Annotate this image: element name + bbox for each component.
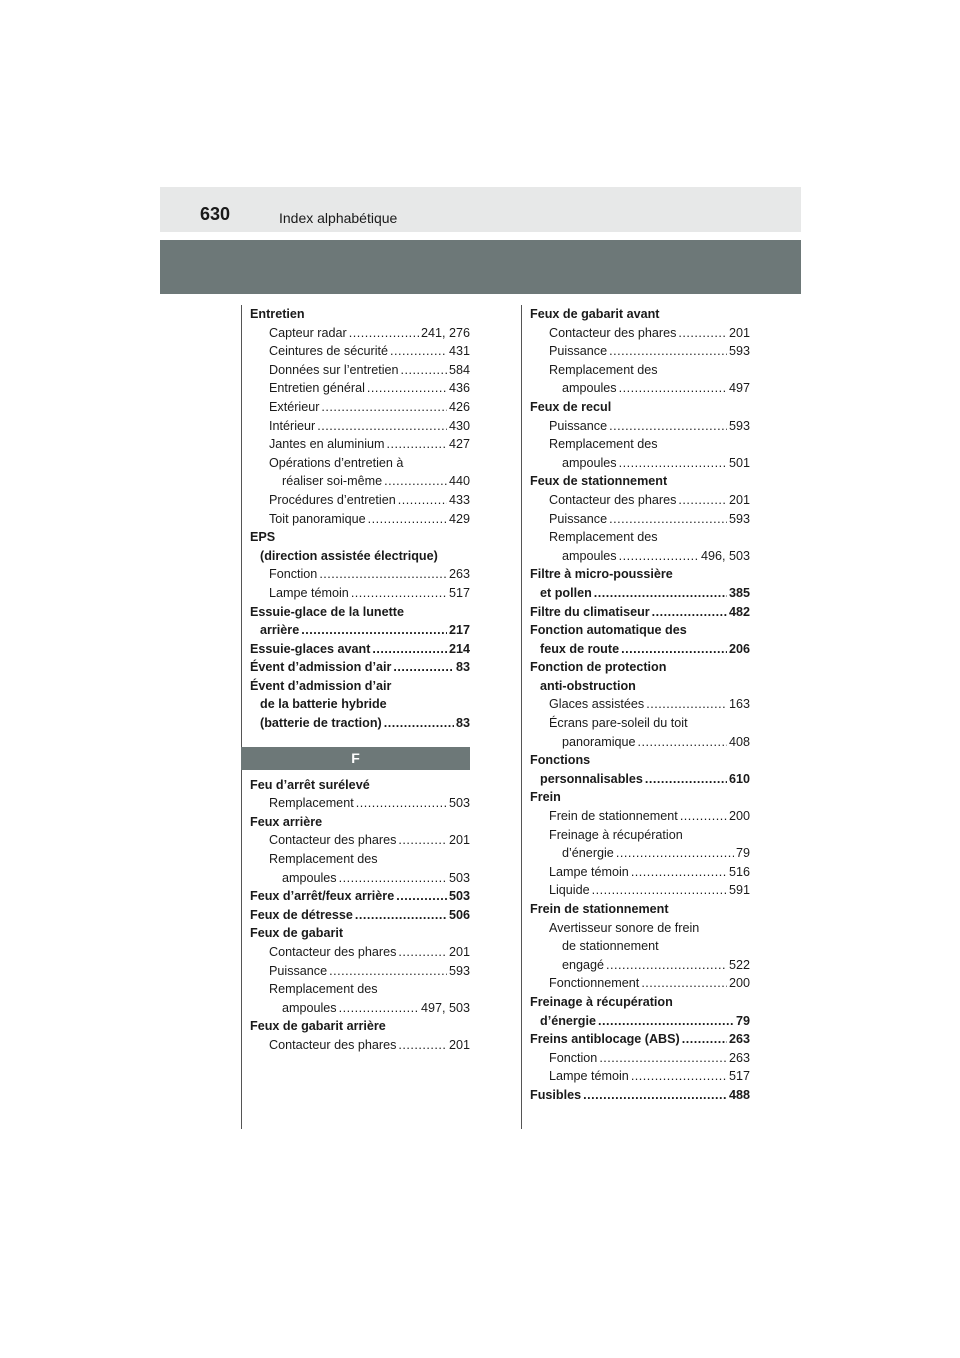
index-entry-term: Puissance bbox=[269, 963, 328, 978]
index-entry bbox=[250, 1036, 470, 1055]
index-entry bbox=[530, 584, 750, 603]
index-entry bbox=[250, 924, 470, 943]
index-entry bbox=[250, 510, 470, 529]
leader-dots bbox=[384, 472, 447, 491]
index-entry bbox=[530, 1030, 750, 1049]
index-list-f bbox=[250, 776, 470, 1055]
leader-dots bbox=[355, 906, 447, 925]
index-entry-pages[interactable]: 83 bbox=[455, 660, 470, 675]
index-entry-term: Fonctionnement bbox=[549, 976, 640, 991]
index-entry-pages[interactable]: 593 bbox=[728, 344, 750, 359]
index-entry-term: Remplacement bbox=[269, 796, 354, 811]
index-entry-pages[interactable]: 433 bbox=[448, 492, 470, 507]
leader-dots bbox=[329, 962, 447, 981]
index-entry-term: Feux de détresse bbox=[250, 907, 353, 922]
index-entry bbox=[530, 491, 750, 510]
index-entry-term: Lampe témoin bbox=[549, 1069, 629, 1084]
leader-dots bbox=[372, 640, 447, 659]
index-entry-term: Frein de stationnement bbox=[549, 809, 678, 824]
index-entry-pages[interactable]: 503 bbox=[448, 870, 470, 885]
index-entry-term: engagé bbox=[562, 957, 605, 972]
index-entry-term: Ceintures de sécurité bbox=[269, 344, 389, 359]
index-entry-pages[interactable]: 201 bbox=[448, 833, 470, 848]
index-entry-term: ampoules bbox=[562, 455, 617, 470]
index-entry-pages[interactable]: 591 bbox=[728, 883, 750, 898]
index-entry bbox=[530, 733, 750, 752]
leader-dots bbox=[609, 417, 727, 436]
index-entry-term: Contacteur des phares bbox=[269, 945, 397, 959]
index-entry-term: Feux de gabarit bbox=[250, 926, 344, 941]
leader-dots bbox=[317, 417, 447, 436]
index-entry bbox=[530, 919, 750, 938]
index-entry bbox=[250, 1017, 470, 1036]
index-entry bbox=[250, 584, 470, 603]
index-entry bbox=[250, 658, 470, 677]
index-entry-term: d’énergie bbox=[562, 846, 614, 861]
index-entry-pages[interactable]: 517 bbox=[728, 1069, 750, 1084]
index-entry-pages[interactable]: 79 bbox=[735, 846, 750, 861]
index-entry-pages[interactable]: 501 bbox=[728, 455, 750, 470]
index-entry-pages[interactable]: 503 bbox=[448, 796, 470, 811]
index-entry bbox=[530, 1086, 750, 1105]
index-entry bbox=[250, 379, 470, 398]
index-entry-pages[interactable]: 503 bbox=[448, 889, 470, 904]
leader-dots bbox=[387, 435, 447, 454]
index-entry-pages[interactable]: 263 bbox=[728, 1050, 750, 1065]
index-entry-term: panoramique bbox=[562, 734, 636, 749]
index-entry-pages[interactable]: 610 bbox=[728, 771, 750, 786]
leader-dots bbox=[641, 974, 727, 993]
leader-dots bbox=[609, 510, 727, 529]
index-entry-pages[interactable]: 497 bbox=[728, 381, 750, 396]
index-entry-pages[interactable]: 584 bbox=[448, 362, 470, 377]
index-entry-term: Feux de gabarit avant bbox=[530, 307, 660, 321]
index-entry bbox=[250, 887, 470, 906]
index-entry-pages[interactable]: 436 bbox=[448, 381, 470, 396]
index-column-right bbox=[530, 305, 750, 1105]
index-entry-term: Puissance bbox=[549, 511, 608, 526]
index-entry-term: Capteur radar bbox=[269, 325, 347, 340]
index-entry bbox=[250, 417, 470, 436]
index-entry bbox=[530, 305, 750, 324]
index-entry bbox=[250, 565, 470, 584]
index-entry bbox=[530, 528, 750, 547]
leader-dots bbox=[351, 584, 447, 603]
index-entry bbox=[530, 956, 750, 975]
leader-dots bbox=[401, 361, 447, 380]
index-entry-term: ampoules bbox=[562, 548, 617, 563]
index-entry bbox=[530, 677, 750, 696]
index-entry bbox=[250, 850, 470, 869]
index-entry-pages[interactable]: 593 bbox=[728, 511, 750, 526]
leader-dots bbox=[594, 584, 727, 603]
leader-dots bbox=[356, 794, 447, 813]
index-entry bbox=[250, 398, 470, 417]
index-entry bbox=[250, 472, 470, 491]
index-entry-pages[interactable]: 201 bbox=[448, 945, 470, 959]
index-entry-pages[interactable]: 385 bbox=[728, 585, 750, 600]
index-entry bbox=[250, 943, 470, 962]
leader-dots bbox=[616, 844, 734, 863]
index-entry-term: Intérieur bbox=[269, 418, 316, 433]
index-entry bbox=[530, 342, 750, 361]
index-entry-term: Remplacement des bbox=[549, 530, 658, 545]
index-entry-term: Évent d’admission d’air bbox=[250, 660, 392, 675]
index-entry-pages[interactable]: 488 bbox=[728, 1087, 750, 1102]
index-entry-term: Contacteur des phares bbox=[549, 492, 677, 507]
index-entry-term: Contacteur des phares bbox=[269, 1037, 397, 1052]
leader-dots bbox=[592, 881, 727, 900]
index-entry bbox=[250, 528, 470, 547]
index-entry-term: Liquide bbox=[549, 883, 590, 898]
leader-dots bbox=[368, 510, 447, 529]
index-list-e bbox=[250, 305, 470, 733]
index-entry-term: Fonctions bbox=[530, 753, 591, 768]
index-entry-term: Fonction bbox=[269, 567, 318, 582]
index-entry bbox=[530, 863, 750, 882]
index-entry bbox=[530, 751, 750, 770]
index-entry-term: Feu d’arrêt surélevé bbox=[250, 777, 370, 792]
index-entry bbox=[530, 398, 750, 417]
index-entry-term: Feux de recul bbox=[530, 399, 612, 414]
header-bar bbox=[160, 187, 801, 232]
leader-dots bbox=[384, 714, 454, 733]
leader-dots bbox=[619, 379, 727, 398]
section-letter-band: F bbox=[241, 747, 470, 770]
index-entry-term: Feux de gabarit arrière bbox=[250, 1019, 386, 1034]
leader-dots bbox=[398, 831, 447, 850]
index-entry-term: Procédures d’entretien bbox=[269, 492, 396, 507]
index-entry-pages[interactable]: 263 bbox=[448, 567, 470, 582]
leader-dots bbox=[646, 695, 727, 714]
index-entry bbox=[530, 658, 750, 677]
index-entry-term: Puissance bbox=[549, 344, 608, 359]
leader-dots bbox=[398, 943, 447, 962]
index-entry-term: (direction assistée électrique) bbox=[260, 548, 438, 563]
index-entry-term: Opérations d’entretien à bbox=[269, 455, 404, 470]
leader-dots bbox=[678, 491, 727, 510]
index-entry-term: Contacteur des phares bbox=[549, 325, 677, 340]
index-entry bbox=[530, 640, 750, 659]
index-entry bbox=[250, 714, 470, 733]
leader-dots bbox=[321, 398, 447, 417]
leader-dots bbox=[599, 1049, 727, 1068]
index-entry bbox=[530, 826, 750, 845]
index-entry bbox=[250, 813, 470, 832]
index-entry-term: Jantes en aluminium bbox=[269, 437, 385, 452]
leader-dots bbox=[621, 640, 727, 659]
index-entry-term: Entretien bbox=[250, 307, 305, 321]
leader-dots bbox=[606, 956, 727, 975]
leader-dots bbox=[390, 342, 447, 361]
index-entry bbox=[530, 547, 750, 566]
page-title: Index alphabétique bbox=[279, 210, 398, 226]
index-entry bbox=[530, 993, 750, 1012]
index-entry-term: Évent d’admission d’air bbox=[250, 678, 392, 693]
index-entry-pages[interactable]: 83 bbox=[455, 716, 470, 731]
index-entry-term: Frein de stationnement bbox=[530, 902, 669, 916]
index-list-f-continued bbox=[530, 305, 750, 1105]
column-divider-left bbox=[241, 305, 242, 1129]
index-entry-term: Lampe témoin bbox=[269, 585, 349, 600]
index-entry-term: (batterie de traction) bbox=[260, 716, 382, 731]
index-entry-pages[interactable]: 496, 503 bbox=[700, 548, 750, 563]
index-entry bbox=[530, 324, 750, 343]
leader-dots bbox=[652, 603, 727, 622]
index-entry bbox=[530, 603, 750, 622]
index-entry bbox=[250, 677, 470, 696]
index-entry-term: Glaces assistées bbox=[549, 697, 645, 712]
index-entry bbox=[530, 844, 750, 863]
index-entry-term: Remplacement des bbox=[549, 437, 658, 452]
index-entry bbox=[530, 565, 750, 584]
leader-dots bbox=[319, 565, 447, 584]
index-entry bbox=[250, 454, 470, 473]
index-entry bbox=[530, 417, 750, 436]
index-entry bbox=[250, 640, 470, 659]
index-entry bbox=[530, 361, 750, 380]
index-entry-pages[interactable]: 214 bbox=[448, 641, 470, 656]
index-entry bbox=[530, 937, 750, 956]
index-entry-term: Remplacement des bbox=[549, 362, 658, 377]
leader-dots bbox=[301, 621, 447, 640]
index-entry-pages[interactable]: 408 bbox=[728, 734, 750, 749]
index-entry-term: ampoules bbox=[282, 1000, 337, 1015]
index-entry-pages[interactable]: 497, 503 bbox=[420, 1000, 470, 1015]
index-column-left bbox=[250, 305, 470, 1055]
index-entry bbox=[530, 472, 750, 491]
index-entry-pages[interactable]: 201 bbox=[728, 492, 750, 507]
leader-dots bbox=[339, 999, 419, 1018]
index-entry-pages[interactable]: 427 bbox=[448, 437, 470, 452]
index-entry bbox=[250, 603, 470, 622]
leader-dots bbox=[609, 342, 727, 361]
index-entry-term: ampoules bbox=[562, 381, 617, 396]
index-entry-term: Freinage à récupération bbox=[530, 994, 673, 1009]
index-entry-term: Avertisseur sonore de frein bbox=[549, 920, 700, 935]
leader-dots bbox=[598, 1012, 734, 1031]
index-entry-term: de stationnement bbox=[562, 939, 659, 954]
index-entry-pages[interactable]: 206 bbox=[728, 641, 750, 656]
index-entry-pages[interactable]: 440 bbox=[448, 474, 470, 489]
index-entry-term: arrière bbox=[260, 623, 300, 638]
index-entry-term: Extérieur bbox=[269, 399, 320, 414]
index-entry-term: Remplacement des bbox=[269, 852, 378, 867]
index-entry bbox=[530, 621, 750, 640]
leader-dots bbox=[619, 454, 727, 473]
leader-dots bbox=[349, 324, 419, 343]
index-entry bbox=[250, 776, 470, 795]
index-entry-pages[interactable]: 200 bbox=[728, 809, 750, 824]
index-entry bbox=[530, 1067, 750, 1086]
index-entry-term: Contacteur des phares bbox=[269, 833, 397, 848]
index-entry-term: personnalisables bbox=[540, 771, 643, 786]
index-entry-term: Filtre à micro-poussière bbox=[530, 567, 673, 582]
index-entry bbox=[250, 621, 470, 640]
index-entry bbox=[250, 695, 470, 714]
index-entry-term: Fonction automatique des bbox=[530, 623, 687, 638]
index-entry-term: Feux d’arrêt/feux arrière bbox=[250, 889, 395, 904]
index-entry bbox=[250, 547, 470, 566]
index-entry-term: et pollen bbox=[540, 585, 592, 600]
index-entry-term: EPS bbox=[250, 530, 276, 545]
index-entry bbox=[530, 1012, 750, 1031]
index-entry bbox=[530, 435, 750, 454]
index-entry bbox=[530, 900, 750, 919]
index-entry-pages[interactable]: 263 bbox=[728, 1032, 750, 1047]
index-entry bbox=[250, 906, 470, 925]
index-entry bbox=[250, 435, 470, 454]
index-entry bbox=[530, 807, 750, 826]
index-entry-term: Puissance bbox=[549, 418, 608, 433]
leader-dots bbox=[339, 869, 447, 888]
index-entry-pages[interactable]: 200 bbox=[728, 976, 750, 991]
index-entry bbox=[250, 305, 470, 324]
index-entry bbox=[250, 869, 470, 888]
index-entry-pages[interactable]: 522 bbox=[728, 957, 750, 972]
index-entry-pages[interactable]: 426 bbox=[448, 399, 470, 414]
index-entry-term: Essuie-glace de la lunette bbox=[250, 604, 404, 619]
index-entry bbox=[250, 999, 470, 1018]
index-entry-term: Entretien général bbox=[269, 381, 365, 396]
index-entry-term: ampoules bbox=[282, 870, 337, 885]
index-entry bbox=[530, 714, 750, 733]
leader-dots bbox=[631, 1067, 727, 1086]
index-entry-pages[interactable]: 431 bbox=[448, 344, 470, 359]
leader-dots bbox=[367, 379, 447, 398]
index-entry-pages[interactable]: 482 bbox=[728, 604, 750, 619]
index-entry-term: Freinage à récupération bbox=[549, 827, 683, 842]
leader-dots bbox=[393, 658, 454, 677]
index-entry-pages[interactable]: 79 bbox=[735, 1013, 750, 1028]
column-divider-right bbox=[521, 305, 522, 1129]
index-entry-pages[interactable]: 517 bbox=[448, 585, 470, 600]
index-entry-term: feux de route bbox=[540, 641, 620, 656]
leader-dots bbox=[396, 887, 447, 906]
index-entry bbox=[250, 491, 470, 510]
index-entry bbox=[530, 1049, 750, 1068]
leader-dots bbox=[678, 324, 727, 343]
index-entry bbox=[530, 454, 750, 473]
index-entry-term: Données sur l’entretien bbox=[269, 362, 399, 377]
index-entry bbox=[530, 881, 750, 900]
index-entry-pages[interactable]: 241, 276 bbox=[420, 325, 470, 340]
index-entry bbox=[530, 379, 750, 398]
index-entry bbox=[250, 794, 470, 813]
index-entry bbox=[250, 962, 470, 981]
index-entry-term: Toit panoramique bbox=[269, 511, 366, 526]
index-entry-pages[interactable]: 201 bbox=[728, 325, 750, 340]
page-number: 630 bbox=[200, 204, 231, 224]
section-band bbox=[160, 240, 801, 294]
index-entry-term: Filtre du climatiseur bbox=[530, 604, 650, 619]
index-entry-term: Fonction de protection bbox=[530, 660, 667, 675]
index-entry-pages[interactable]: 163 bbox=[728, 697, 750, 712]
index-entry-pages[interactable]: 430 bbox=[448, 418, 470, 433]
index-entry-term: Freins antiblocage (ABS) bbox=[530, 1032, 680, 1047]
index-entry bbox=[250, 980, 470, 999]
index-entry-term: Feux arrière bbox=[250, 814, 323, 829]
index-entry bbox=[250, 831, 470, 850]
leader-dots bbox=[631, 863, 727, 882]
leader-dots bbox=[398, 491, 447, 510]
index-entry-term: d’énergie bbox=[540, 1013, 596, 1028]
index-entry-pages[interactable]: 593 bbox=[448, 963, 470, 978]
index-entry bbox=[530, 695, 750, 714]
index-entry bbox=[250, 324, 470, 343]
index-entry bbox=[250, 361, 470, 380]
index-entry-term: Fonction bbox=[549, 1050, 598, 1065]
leader-dots bbox=[645, 770, 727, 789]
leader-dots bbox=[680, 807, 727, 826]
index-entry-term: anti-obstruction bbox=[540, 678, 636, 693]
leader-dots bbox=[583, 1086, 727, 1105]
index-entry bbox=[530, 974, 750, 993]
index-entry-term: Lampe témoin bbox=[549, 864, 629, 879]
index-entry-pages[interactable]: 429 bbox=[448, 511, 470, 526]
index-entry-term: Remplacement des bbox=[269, 982, 378, 997]
index-entry-term: Essuie-glaces avant bbox=[250, 641, 371, 656]
leader-dots bbox=[638, 733, 727, 752]
leader-dots bbox=[682, 1030, 727, 1049]
index-entry-term: réaliser soi-même bbox=[282, 474, 383, 489]
index-entry-pages[interactable]: 201 bbox=[448, 1037, 470, 1052]
index-entry-term: Écrans pare-soleil du toit bbox=[549, 716, 688, 731]
index-entry bbox=[530, 770, 750, 789]
index-entry-term: de la batterie hybride bbox=[260, 697, 387, 712]
index-entry-pages[interactable]: 516 bbox=[728, 864, 750, 879]
leader-dots bbox=[398, 1036, 447, 1055]
index-entry bbox=[530, 788, 750, 807]
index-entry-pages[interactable]: 593 bbox=[728, 418, 750, 433]
index-entry-pages[interactable]: 217 bbox=[448, 623, 470, 638]
index-entry bbox=[250, 342, 470, 361]
index-entry-term: Frein bbox=[530, 790, 561, 805]
index-entry-term: Feux de stationnement bbox=[530, 474, 668, 489]
index-entry-pages[interactable]: 506 bbox=[448, 907, 470, 922]
leader-dots bbox=[619, 547, 699, 566]
index-entry bbox=[530, 510, 750, 529]
index-entry-term: Fusibles bbox=[530, 1087, 582, 1102]
